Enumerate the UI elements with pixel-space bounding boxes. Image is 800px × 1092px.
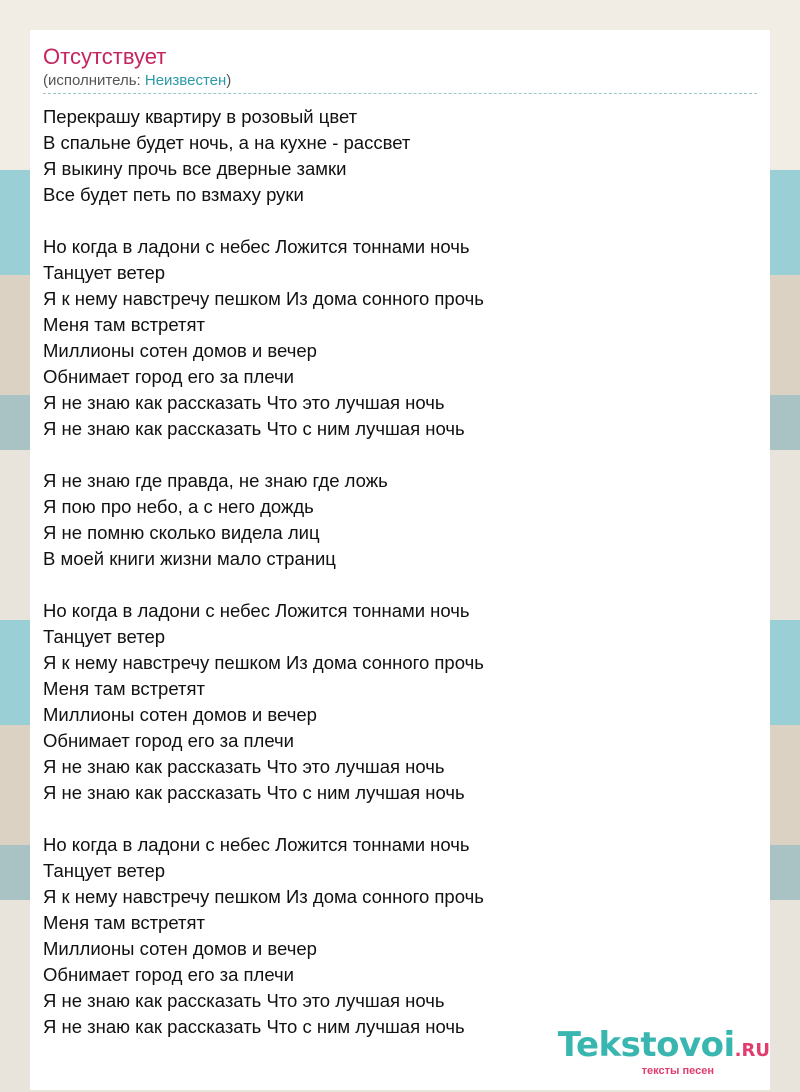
logo-wordmark: Tekstovoi bbox=[557, 1025, 735, 1065]
lyrics-line: Я не знаю где правда, не знаю где ложь bbox=[43, 470, 388, 491]
lyrics-line: Обнимает город его за плечи bbox=[43, 964, 294, 985]
lyrics-line: Танцует ветер bbox=[43, 262, 166, 283]
lyrics-line: Но когда в ладони с небес Ложится тоннами ночь bbox=[43, 600, 470, 621]
lyrics-line: Танцует ветер bbox=[43, 626, 166, 647]
lyrics-line: В спальне будет ночь, а на кухне - рассвет bbox=[43, 132, 411, 153]
logo-domain: .RU bbox=[734, 1040, 770, 1061]
lyrics-stanza bbox=[43, 598, 758, 806]
artist-suffix: ) bbox=[226, 72, 232, 89]
artist-line bbox=[43, 72, 231, 89]
lyrics-line: Все будет петь по взмаху руки bbox=[43, 184, 304, 205]
lyrics-line: Я не знаю как рассказать Что с ним лучшая ночь bbox=[43, 782, 465, 803]
lyrics-line: Я не знаю как рассказать Что это лучшая ночь bbox=[43, 392, 445, 413]
lyrics-stanza bbox=[43, 832, 758, 1040]
lyrics-card bbox=[30, 30, 770, 1090]
lyrics-line: Меня там встретят bbox=[43, 678, 205, 699]
lyrics-line: Миллионы сотен домов и вечер bbox=[43, 938, 317, 959]
lyrics-line: Я выкину прочь все дверные замки bbox=[43, 158, 347, 179]
lyrics-line: Я не помню сколько видела лиц bbox=[43, 522, 320, 543]
song-title: Отсутствует bbox=[43, 44, 167, 69]
lyrics-line: Я пою про небо, а с него дождь bbox=[43, 496, 314, 517]
lyrics-line: Я к нему навстречу пешком Из дома сонного прочь bbox=[43, 288, 484, 309]
lyrics-line: Перекрашу квартиру в розовый цвет bbox=[43, 106, 358, 127]
lyrics-line: Танцует ветер bbox=[43, 860, 166, 881]
lyrics-line: Обнимает город его за плечи bbox=[43, 366, 294, 387]
artist-prefix: (исполнитель: bbox=[43, 72, 145, 89]
lyrics-line: Меня там встретят bbox=[43, 314, 205, 335]
lyrics-line: Меня там встретят bbox=[43, 912, 205, 933]
lyrics-stanza bbox=[43, 468, 758, 572]
lyrics-line: В моей книги жизни мало страниц bbox=[43, 548, 336, 569]
lyrics-line: Я к нему навстречу пешком Из дома сонного прочь bbox=[43, 886, 484, 907]
site-logo[interactable] bbox=[558, 1027, 770, 1077]
lyrics-line: Я к нему навстречу пешком Из дома сонного прочь bbox=[43, 652, 484, 673]
logo-subtitle: тексты песен bbox=[641, 1065, 714, 1077]
lyrics-line: Миллионы сотен домов и вечер bbox=[43, 340, 317, 361]
lyrics-line: Я не знаю как рассказать Что с ним лучшая ночь bbox=[43, 1016, 465, 1037]
lyrics-line: Я не знаю как рассказать Что это лучшая ночь bbox=[43, 756, 445, 777]
header-divider bbox=[43, 93, 757, 94]
lyrics-text bbox=[43, 104, 758, 1040]
lyrics-line: Миллионы сотен домов и вечер bbox=[43, 704, 317, 725]
lyrics-line: Я не знаю как рассказать Что это лучшая ночь bbox=[43, 990, 445, 1011]
lyrics-stanza bbox=[43, 234, 758, 442]
lyrics-line: Обнимает город его за плечи bbox=[43, 730, 294, 751]
lyrics-stanza bbox=[43, 104, 758, 208]
lyrics-line: Но когда в ладони с небес Ложится тоннами ночь bbox=[43, 834, 470, 855]
lyrics-line: Я не знаю как рассказать Что с ним лучшая ночь bbox=[43, 418, 465, 439]
artist-link[interactable]: Неизвестен bbox=[144, 72, 227, 89]
lyrics-line: Но когда в ладони с небес Ложится тоннами ночь bbox=[43, 236, 470, 257]
